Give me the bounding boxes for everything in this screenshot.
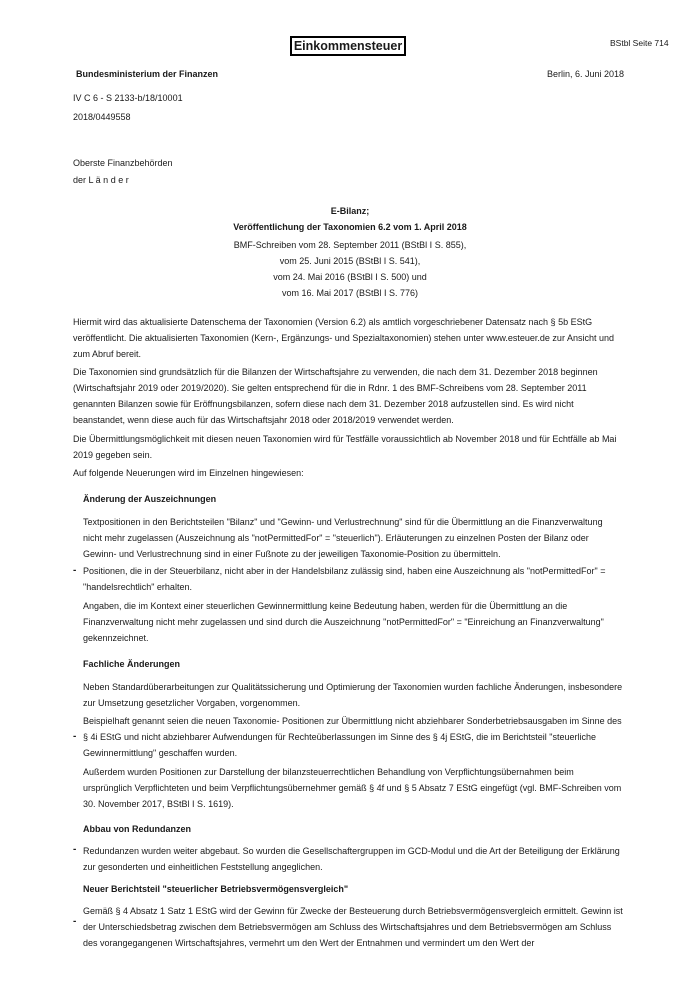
document-number: 2018/0449558	[73, 112, 131, 122]
recipient-line-1: Oberste Finanzbehörden	[73, 158, 173, 168]
subject-ref-1: BMF-Schreiben vom 28. September 2011 (BStBl I S. 855),	[233, 240, 467, 250]
content-paragraph-2: Beispielhaft genannt seien die neuen Taxonomie- Positionen zur Übermittlung nicht abziehbarer Sonderbetriebsausgaben im Sinne des § 4i EStG und nicht abziehbarer Aufwendungen für Rechteüberlassungen im Sinne des § 4j EStG, die im Berichtsteil "steuerliche Gewinnermittlung" geschaffen wurden.	[83, 716, 622, 758]
heading-redundancy: Abbau von Redundanzen	[83, 824, 191, 834]
dash-marker: -	[73, 844, 77, 855]
paragraph-transmission: Die Übermittlungsmöglichkeit mit diesen neuen Taxonomien wird für Testfälle voraussichtlich ab November 2018 und für Echtfälle ab Mai 2019 gegeben sein.	[73, 434, 617, 460]
heading-content-changes: Fachliche Änderungen	[83, 659, 181, 669]
heading-labels: Änderung der Auszeichnungen	[83, 494, 217, 504]
page-reference: BStbl Seite 714	[610, 38, 669, 48]
redundancy-paragraph: Redundanzen wurden weiter abgebaut. So wurden die Gesellschaftergruppen im GCD-Modul und die Art der Beteiligung der Erklärung zur gesonderten und einheitlichen Feststellung angeglichen.	[83, 846, 620, 872]
dash-marker: -	[73, 916, 77, 927]
labels-paragraph-1: Textpositionen in den Berichtsteilen "Bilanz" und "Gewinn- und Verlustrechnung" sind für die Übermittlung an die Finanzverwaltung nicht mehr zugelassen (Auszeichnung als "notPermittedFor" = "steuerlich"). Erläuterungen zu einzelnen Posten der Bilanz oder Gewinn- und Verlustrechnung sind in einer Fußnote zu der jeweiligen Taxonomie-Position zu übermitteln.	[83, 517, 603, 559]
heading-new-report-part: Neuer Berichtsteil "steuerlicher Betriebsvermögensvergleich"	[83, 884, 349, 894]
dash-marker: -	[73, 565, 77, 576]
content-paragraph-1: Neben Standardüberarbeitungen zur Qualitätssicherung und Optimierung der Taxonomien wurden fachliche Änderungen, insbesondere zur Umsetzung gesetzlicher Vorgaben, vorgenommen.	[83, 682, 623, 708]
place-date: Berlin, 6. Juni 2018	[546, 69, 624, 79]
dash-marker: -	[73, 731, 77, 742]
paragraph-intro: Hiermit wird das aktualisierte Datenschema der Taxonomien (Version 6.2) als amtlich vorgeschriebener Datensatz nach § 5b EStG veröffentlicht. Die aktualisierten Taxonomien (Kern-, Ergänzungs- und Spezialtaxonomien) stehen unter www.esteuer.de zur Ansicht und zum Abruf bereit.	[73, 317, 614, 359]
labels-paragraph-2: Positionen, die in der Steuerbilanz, nicht aber in der Handelsbilanz zulässig sind, haben eine Auszeichnung als "notPermittedFor" = "handelsrechtlich" erhalten.	[83, 566, 606, 592]
paragraph-overview: Auf folgende Neuerungen wird im Einzelnen hingewiesen:	[73, 468, 304, 478]
subject-subtitle: Veröffentlichung der Taxonomien 6.2 vom 1. April 2018	[233, 222, 467, 232]
labels-paragraph-3: Angaben, die im Kontext einer steuerlichen Gewinnermittlung keine Bedeutung haben, werden für die Übermittlung an die Finanzverwaltung nicht mehr zugelassen und sind durch die Auszeichnung "notPermittedFor" = "Einreichung an Finanzverwaltung" gekennzeichnet.	[83, 601, 604, 643]
subject-ref-2: vom 25. Juni 2015 (BStBl I S. 541),	[279, 256, 421, 266]
paragraph-validity: Die Taxonomien sind grundsätzlich für die Bilanzen der Wirtschaftsjahre zu verwenden, die nach dem 31. Dezember 2018 beginnen (Wirtschaftsjahr 2019 oder 2019/2020). Sie gelten entsprechend für die in Rdnr. 1 des BMF-Schreibens vom 28. September 2011 genannten Bilanzen sowie für Eröffnungsbilanzen, sofern diese nach dem 31. Dezember 2018 aufzustellen sind. Es wird nicht beanstandet, wenn diese auch für das Wirtschaftsjahr 2018 oder 2018/2019 verwendet werden.	[73, 367, 598, 425]
document-type-box: Einkommensteuer	[290, 36, 406, 56]
subject-ref-3: vom 24. Mai 2016 (BStBl I S. 500) und	[273, 272, 427, 282]
reference-number: IV C 6 - S 2133-b/18/10001	[73, 93, 183, 103]
subject-title: E-Bilanz;	[330, 206, 370, 216]
recipient-line-2: der L ä n d e r	[73, 175, 129, 185]
subject-ref-4: vom 16. Mai 2017 (BStBl I S. 776)	[281, 288, 419, 298]
content-paragraph-3: Außerdem wurden Positionen zur Darstellung der bilanzsteuerrechtlichen Behandlung von Verpflichtungsübernahmen beim ursprünglich Verpflichteten und beim Verpflichtungsübernehmer gemäß § 4f und § 5 Absatz 7 EStG eingefügt (vgl. BMF-Schreiben vom 30. November 2017, BStBl I S. 1619).	[83, 767, 622, 809]
new-report-paragraph: Gemäß § 4 Absatz 1 Satz 1 EStG wird der Gewinn für Zwecke der Besteuerung durch Betriebsvermögensvergleich ermittelt. Gewinn ist der Unterschiedsbetrag zwischen dem Betriebsvermögen am Schluss des Wirtschaftsjahres und dem Betriebsvermögen am Schluss des vorangegangenen Wirtschaftsjahres, vermehrt um den Wert der Entnahmen und vermindert um den Wert der	[83, 906, 623, 948]
ministry-name: Bundesministerium der Finanzen	[76, 69, 219, 79]
